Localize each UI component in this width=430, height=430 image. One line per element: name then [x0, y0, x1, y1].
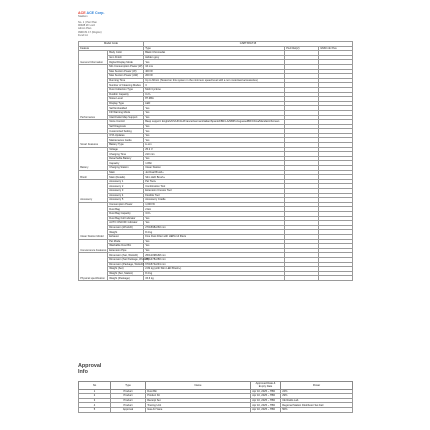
approval-type: Approval — [111, 407, 146, 412]
spec-value: Li-ion — [144, 143, 285, 148]
spec-feature: Dust Bag Capacity — [108, 211, 144, 216]
spec-feature: Consumption Power — [108, 202, 144, 207]
approval-header-row — [79, 382, 353, 390]
spec-value: Accessory Cradle — [144, 198, 285, 203]
spec-feature: Number of Cleaning Modes — [108, 83, 144, 88]
approval-power: 50% — [281, 407, 353, 412]
spec-value: Flexible Tool — [144, 193, 285, 198]
spec-value: Yes — [144, 60, 285, 65]
approval-table-body — [79, 389, 353, 412]
spec-feature: Dimension (Set Package, WxHxD) — [109, 258, 149, 262]
feature-column-header: Feature — [79, 46, 144, 51]
approval-power: CE Radio Lab — [281, 398, 353, 403]
spec-value: Fine Dust Filter with HEPA 14 filters — [144, 234, 285, 239]
approval-date: Apr 10, 2025 ~ TBD — [251, 398, 281, 403]
spec-category: Battery — [79, 147, 108, 170]
spec-gm-cell — [319, 276, 353, 281]
spec-value: Pet Tool+ — [144, 179, 285, 184]
spec-feature: Capacity — [108, 161, 144, 166]
spec-feature: Dimension (Set, WxHxD) — [108, 253, 144, 258]
model-code-label: Model Code — [79, 42, 144, 47]
spec-feature: Exhaust — [108, 234, 144, 239]
spec-feature: Extension Pipe — [108, 248, 144, 253]
spec-value: 1,000 W — [144, 202, 285, 207]
spec-feature: Accessory 5 — [108, 198, 144, 203]
spec-feature: Accessory 3 — [108, 189, 144, 194]
spec-feature: Digital Display Mode — [108, 60, 144, 65]
spec-feature: Accessory 4 — [108, 193, 144, 198]
spec-value: Slim LED Brush+ — [144, 175, 285, 180]
spec-value: 8.4 kg — [144, 271, 285, 276]
approval-info-title: Approval Info — [78, 363, 102, 376]
approval-table — [78, 381, 353, 413]
spec-feature: Pet Mode — [108, 239, 144, 244]
spec-value: 210 min — [144, 152, 285, 157]
contact-line: 90928 2F Lord — [78, 24, 95, 28]
spec-value: 15.6 kg — [144, 276, 285, 281]
spec-row — [79, 276, 353, 281]
spec-category — [79, 120, 108, 134]
approval-col-type: Type — [111, 382, 146, 390]
spec-category: Smart Features — [79, 133, 108, 147]
spec-pla-cell — [285, 276, 319, 281]
spec-value: Yes — [144, 244, 285, 249]
approval-row — [79, 407, 353, 412]
spec-feature: Weight (Set, Station) — [108, 271, 144, 276]
approval-no: 3 — [79, 398, 111, 403]
spec-value: 25.2 V — [144, 147, 285, 152]
spec-feature: Detachable Battery — [108, 156, 144, 161]
spec-value: Yes — [144, 221, 285, 226]
gm-column-header: GM9 Info Plus — [319, 46, 353, 51]
spec-feature: Dust Collection Type — [108, 87, 144, 92]
spec-value: Yes — [144, 124, 285, 129]
approval-name: Dust Bin — [146, 389, 251, 394]
spec-feature: Dust Bag — [108, 207, 144, 212]
spec-value: Hidden grey — [144, 55, 285, 60]
approval-no: 2 — [79, 394, 111, 399]
approval-type: Product — [111, 389, 146, 394]
spec-feature: Item Finish — [108, 55, 144, 60]
spec-category: Performance — [79, 64, 108, 119]
spec-value: Yes — [144, 216, 285, 221]
approval-name: Receipt Set — [146, 398, 251, 403]
approval-power: 22% — [281, 389, 353, 394]
spec-feature: Customized Setting — [108, 129, 144, 134]
spec-value: Combination Tool — [144, 184, 285, 189]
spec-value: Yes — [144, 110, 285, 115]
spec-value: Yes — [144, 133, 285, 138]
spec-feature: Accessory 1 — [108, 179, 144, 184]
spec-value: 16 mw — [144, 64, 285, 69]
spec-feature: Noise Level — [108, 97, 144, 102]
type-column-header: Type — [144, 46, 285, 51]
contact-line: Admin Plan — [78, 27, 92, 31]
contact-line: No. 1 | Pier Plan — [78, 21, 97, 25]
approval-power: 29% — [281, 394, 353, 399]
brand-red: ACE — [78, 11, 86, 15]
approval-no: 4 — [79, 403, 111, 408]
approval-no: 1 — [79, 389, 111, 394]
spec-feature: Self Diagnosis — [108, 124, 144, 129]
spec-feature: Maintenance Guide — [108, 138, 144, 143]
spec-feature: Self Embedded — [108, 106, 144, 111]
spec-feature: Dust Bag Full Indicator — [108, 216, 144, 221]
brand-subtitle: Stadium — [78, 15, 88, 19]
spec-feature: AUTO ON/OFF Indicator — [108, 221, 144, 226]
spec-category: Accessory — [79, 179, 108, 202]
spec-value: Jet Dual Brush+ — [144, 170, 285, 175]
model-code-value: GS8TX8GT15 — [144, 42, 353, 47]
spec-value: 1.8Ah — [144, 161, 285, 166]
spec-value: Yes — [144, 248, 285, 253]
spec-value: 87 dBA — [144, 97, 285, 102]
spec-value: 3 — [144, 83, 285, 88]
approval-type: Product — [111, 403, 146, 408]
approval-col-name: Name — [146, 382, 251, 390]
approval-type: Product — [111, 394, 146, 399]
approval-date: Apr 10, 2025 ~ TBD — [251, 407, 281, 412]
spec-category: Physical specification — [79, 253, 108, 281]
spec-value: Beep support: English/US/UK/AU/France/German/Italian/Spanish/BR-LA/NB/Portuguese/BR/China/Mandarin/Korean — [144, 120, 285, 125]
spec-value: Extension Crevice Tool — [144, 189, 285, 194]
spec-feature: Inlet/Outlet Map Support — [108, 115, 144, 120]
spec-feature: OTA Updates — [108, 133, 144, 138]
spec-feature: Dimension (Package, WxHxD) — [109, 262, 145, 266]
spec-feature: Dustbin Capacity — [108, 92, 144, 97]
approval-col-no: No — [79, 382, 111, 390]
spec-value: Yes — [144, 106, 285, 111]
spec-feature: Charging Time — [108, 152, 144, 157]
approval-power: Regional Station Distributor Set Fail — [281, 403, 353, 408]
spec-feature: Main (Details) — [108, 175, 144, 180]
spec-feature: Voice Control — [108, 120, 144, 125]
spec-value: Up to 60min (Tested on this system in the minimum speed level with a non motorised accessories) — [144, 78, 285, 83]
approval-name: Tracing Unit — [146, 403, 251, 408]
approval-name: Gas Air Vane — [146, 407, 251, 412]
spec-value: Clean Station — [144, 166, 285, 171]
spec-value: Multi Cyclone — [144, 87, 285, 92]
spec-value: 400 W — [144, 69, 285, 74]
document-header — [78, 11, 198, 37]
spec-table — [78, 41, 353, 281]
spec-value: 8.4 kg — [144, 230, 285, 235]
spec-table-body — [79, 42, 353, 281]
spec-category: Clean Station Model — [79, 202, 108, 239]
spec-category: Brush — [79, 170, 108, 179]
spec-feature: Display Type — [108, 101, 144, 106]
approval-type: Product — [111, 398, 146, 403]
spec-value: LED — [144, 101, 285, 106]
spec-feature: Battery Type — [108, 143, 144, 148]
spec-category: Convenience Features — [79, 239, 108, 253]
spec-value: 2 EA — [144, 207, 285, 212]
spec-value: Black Chromedat — [144, 51, 285, 56]
spec-feature: Weight — [108, 230, 144, 235]
spec-value: Yes — [144, 239, 285, 244]
spec-value: Yes — [144, 129, 285, 134]
approval-col-date: Approved Date & Expiry Date — [251, 382, 281, 390]
spec-value: 0.2 L — [144, 92, 285, 97]
spec-value: 3.0 L — [144, 211, 285, 216]
spec-value: 200 W — [144, 74, 285, 79]
spec-feature: Max Suction Power (AW) — [108, 74, 144, 79]
spec-feature: FR Warning Mode — [108, 110, 144, 115]
spec-feature: Weight (Package) — [108, 276, 144, 281]
spec-feature: Main — [108, 170, 144, 175]
spec-value: 2.82 kg (with Slim LED Brush+) — [144, 267, 285, 272]
contact-line: 0990 81 17 (Region) — [78, 30, 102, 34]
spec-value: 780x478x280 mm — [144, 257, 285, 262]
spec-value: Yes — [144, 156, 285, 161]
approval-name: Product Kit — [146, 394, 251, 399]
approval-date: Apr 10, 2025 ~ TBD — [251, 403, 281, 408]
spec-feature: Voltage — [108, 147, 144, 152]
approval-col-power: Power — [281, 382, 353, 390]
spec-feature: Body Color — [108, 51, 144, 56]
spec-feature: Accessory 2 — [108, 184, 144, 189]
spec-feature: Charging Station — [108, 166, 144, 171]
approval-date: Apr 10, 2025 ~ TBD — [251, 394, 281, 399]
spec-value: Yes — [144, 138, 285, 143]
spec-feature: Running Time — [108, 78, 144, 83]
spec-feature: Min Consumption Power (W) — [109, 65, 143, 69]
spec-value: Yes — [144, 115, 285, 120]
contact-line: Fund Inc — [78, 33, 89, 37]
spec-value: 270x598x260 mm — [144, 225, 285, 230]
spec-value: 670x574x291 mm — [144, 262, 285, 267]
spec-feature: Max Suction Power (W) — [108, 69, 144, 74]
spec-feature: Weight (Set) — [108, 267, 144, 272]
spec-value: 250x1098x68 mm — [144, 253, 285, 258]
brand-blue: ACE Corp. — [86, 11, 105, 15]
approval-date: Apr 10, 2025 ~ TBD — [251, 389, 281, 394]
approval-no: 5 — [79, 407, 111, 412]
spec-category: General Information — [79, 51, 108, 65]
spec-feature: Dimension (WxHxD) — [108, 225, 144, 230]
spec-feature: Washable Dust Bin — [108, 244, 144, 249]
pla-column-header: PLA Diet(2) — [285, 46, 319, 51]
